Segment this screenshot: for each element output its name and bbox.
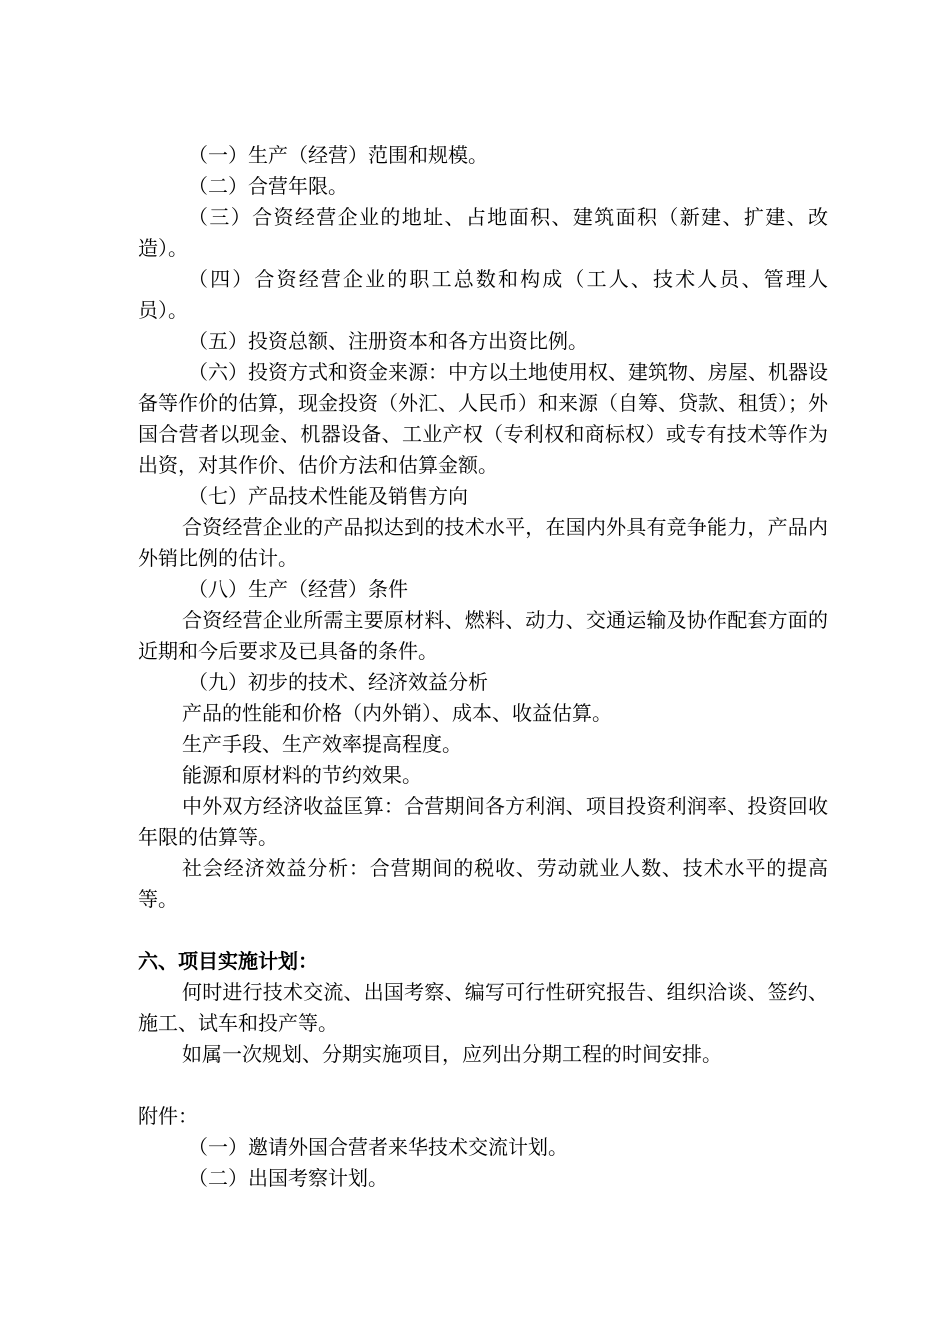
section5-item-1: （一）生产（经营）范围和规模。 [188, 143, 488, 167]
item9-body-1: 产品的性能和价格（内外销）、成本、收益估算。 [182, 701, 612, 725]
section5-item-5: （五）投资总额、注册资本和各方出资比例。 [188, 329, 588, 353]
section6-body-2: 如属一次规划、分期实施项目，应列出分期工程的时间安排。 [182, 1042, 722, 1066]
item9-body-2: 生产手段、生产效率提高程度。 [182, 732, 462, 756]
item9-title: （九）初步的技术、经济效益分析 [188, 670, 488, 694]
document-page [138, 140, 848, 1194]
attachment-item-1: （一）邀请外国合营者来华技术交流计划。 [188, 1135, 568, 1159]
item8-title: （八）生产（经营）条件 [188, 577, 408, 601]
attachment-item-2: （二）出国考察计划。 [188, 1166, 388, 1190]
section5-item-7: （七）产品技术性能及销售方向 [188, 484, 468, 508]
section5-item-4: （四）合资经营企业的职工总数和构成（工人、技术人员、管理人 员）。 [138, 267, 848, 322]
item9-body-3: 能源和原材料的节约效果。 [182, 763, 422, 787]
attachments-label: 附件： [138, 1104, 198, 1128]
section6-body-1: 何时进行技术交流、出国考察、编写可行性研究报告、组织洽谈、签约、施工、试车和投产等。 [138, 980, 828, 1035]
section5-item-6: （六）投资方式和资金来源：中方以土地使用权、建筑物、房屋、机器设备等作价的估算，现金投资（外汇、人民币）和来源（自筹、贷款、租赁）；外国合营者以现金、机器设备、工业产权（专利权和商标权）或专有技术等作为出资，对其作价、估价方法和估算金额。 [138, 360, 828, 477]
spacer [138, 1070, 828, 1101]
section5-item-2: （二）合营年限。 [188, 174, 348, 198]
item9-body-5: 社会经济效益分析：合营期间的税收、劳动就业人数、技术水平的提高等。 [138, 856, 828, 911]
section6-heading: 六、项目实施计划： [138, 949, 318, 973]
item8-body: 合资经营企业所需主要原材料、燃料、动力、交通运输及协作配套方面的近期和今后要求及已具备的条件。 [138, 608, 828, 663]
item7-body: 合资经营企业的产品拟达到的技术水平，在国内外具有竞争能力，产品内外销比例的估计。 [138, 515, 828, 570]
item9-body-4: 中外双方经济收益匡算：合营期间各方利润、项目投资利润率、投资回收年限的估算等。 [138, 794, 828, 849]
spacer [138, 915, 828, 946]
section5-item-3: （三）合资经营企业的地址、占地面积、建筑面积（新建、扩建、改造）。 [138, 205, 828, 260]
